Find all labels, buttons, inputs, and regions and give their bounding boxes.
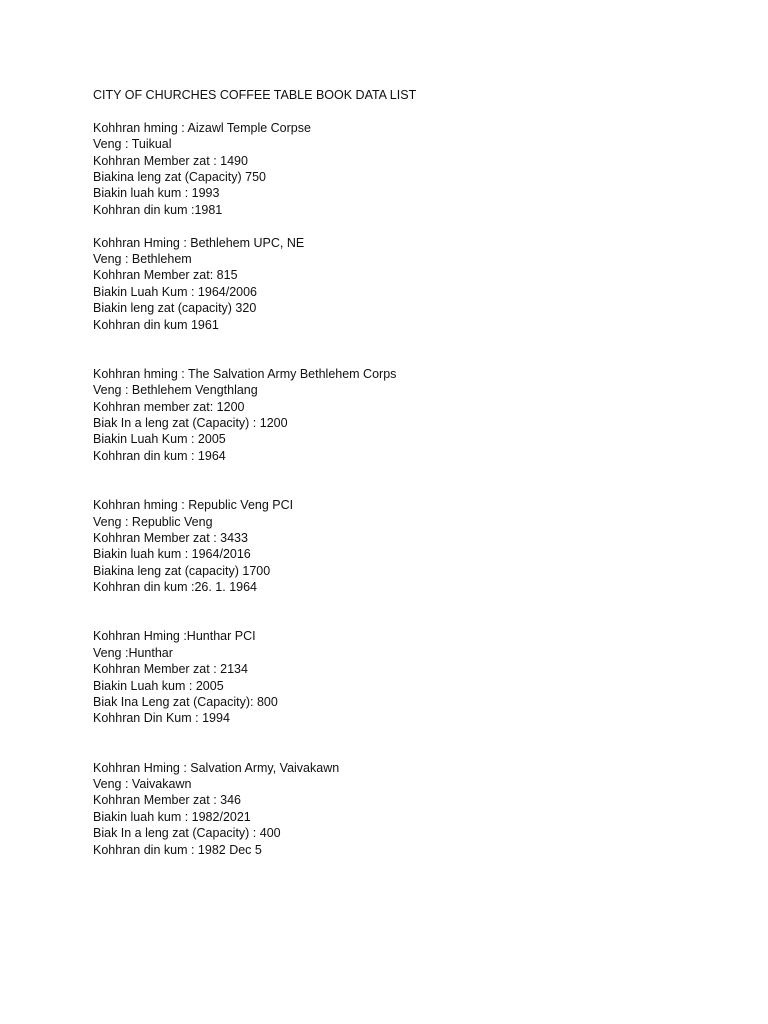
church-entry [93, 760, 733, 858]
church-entry [93, 497, 733, 595]
entry-line: Kohhran Member zat: 815 [93, 268, 238, 283]
entry-line: Veng : Tuikual [93, 137, 172, 152]
entry-line: Kohhran Member zat : 2134 [93, 662, 248, 677]
entry-line: Veng : Bethlehem Vengthlang [93, 383, 258, 398]
entry-line: Kohhran Din Kum : 1994 [93, 711, 230, 726]
entry-line: Biakin Luah Kum : 2005 [93, 432, 226, 447]
spacer [93, 103, 733, 119]
entry-line: Kohhran din kum : 1964 [93, 448, 226, 463]
entry-line: Kohhran hming : The Salvation Army Bethlehem Corps [93, 366, 397, 381]
entry-line: Kohhran Member zat : 1490 [93, 153, 248, 168]
spacer [93, 727, 733, 760]
entry-line: Veng : Republic Veng [93, 514, 213, 529]
church-entry [93, 120, 733, 218]
entry-line: Kohhran din kum : 1982 Dec 5 [93, 842, 262, 857]
document-page [93, 87, 733, 858]
entry-line: Kohhran Hming : Bethlehem UPC, NE [93, 235, 305, 250]
entry-line: Biak In a leng zat (Capacity) : 1200 [93, 416, 288, 431]
entry-line: Kohhran Hming : Salvation Army, Vaivakawn [93, 760, 340, 775]
entry-line: Biakin leng zat (capacity) 320 [93, 301, 257, 316]
spacer [93, 596, 733, 629]
entry-line: Veng :Hunthar [93, 645, 173, 660]
entry-line: Biak In a leng zat (Capacity) : 400 [93, 826, 281, 841]
entry-line: Kohhran member zat: 1200 [93, 399, 245, 414]
entry-line: Biakin luah kum : 1964/2016 [93, 547, 251, 562]
spacer [93, 218, 733, 234]
document-title: CITY OF CHURCHES COFFEE TABLE BOOK DATA LIST [93, 88, 417, 102]
entry-line: Veng : Vaivakawn [93, 776, 192, 791]
entry-line: Biakin Luah Kum : 1964/2006 [93, 284, 258, 299]
entry-line: Kohhran Member zat : 346 [93, 793, 241, 808]
entry-line: Biakin Luah kum : 2005 [93, 678, 224, 693]
spacer [93, 333, 733, 366]
church-entry [93, 628, 733, 726]
entry-line: Biakin luah kum : 1993 [93, 186, 220, 201]
church-entries [93, 120, 733, 858]
church-entry [93, 366, 733, 464]
entry-line: Kohhran Hming :Hunthar PCI [93, 629, 256, 644]
entry-line: Kohhran Member zat : 3433 [93, 530, 248, 545]
spacer [93, 464, 733, 497]
church-entry [93, 235, 733, 333]
entry-line: Kohhran din kum 1961 [93, 317, 219, 332]
entry-line: Veng : Bethlehem [93, 252, 192, 267]
entry-line: Biak Ina Leng zat (Capacity): 800 [93, 694, 278, 709]
entry-line: Biakin luah kum : 1982/2021 [93, 809, 251, 824]
entry-line: Kohhran din kum :26. 1. 1964 [93, 580, 258, 595]
entry-line: Kohhran hming : Aizawl Temple Corpse [93, 120, 311, 135]
entry-line: Biakina leng zat (capacity) 1700 [93, 563, 271, 578]
entry-line: Biakina leng zat (Capacity) 750 [93, 170, 267, 185]
entry-line: Kohhran din kum :1981 [93, 202, 223, 217]
entry-line: Kohhran hming : Republic Veng PCI [93, 498, 294, 513]
